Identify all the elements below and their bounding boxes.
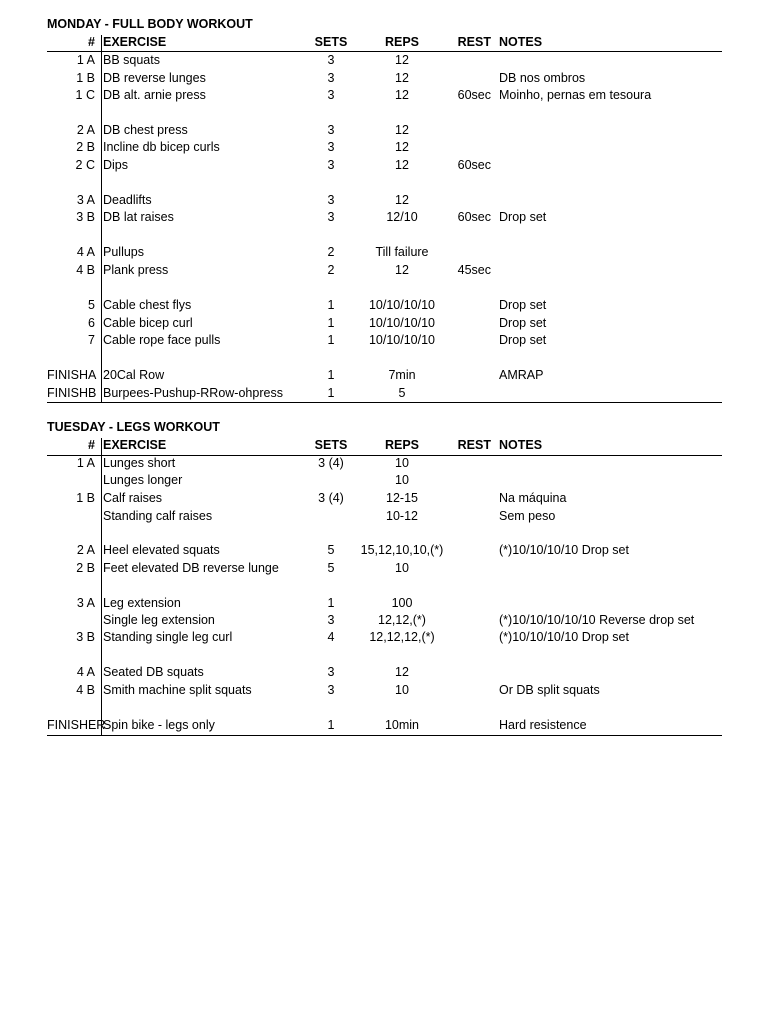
row-number: FINISHER	[47, 718, 106, 732]
reps-value: 10/10/10/10	[368, 316, 436, 330]
table-row	[0, 139, 768, 156]
sets-value: 1	[327, 386, 335, 400]
row-number: 1 B	[76, 491, 95, 505]
row-number: 3 A	[76, 596, 95, 610]
reps-value: 5	[398, 386, 406, 400]
reps-value: 12	[395, 88, 409, 102]
sets-value: 3	[327, 140, 335, 154]
exercise-name: Heel elevated squats	[103, 543, 220, 557]
table-row	[0, 122, 768, 139]
reps-value: 10	[395, 683, 409, 697]
sets-value: 3 (4)	[318, 491, 344, 505]
sets-value: 1	[327, 298, 335, 312]
reps-value: 10	[395, 473, 409, 487]
notes-value: Drop set	[499, 316, 547, 330]
table-row	[0, 717, 768, 734]
exercise-name: Spin bike - legs only	[103, 718, 215, 732]
sets-value: 3	[327, 123, 335, 137]
row-number: 2 A	[76, 543, 95, 557]
sets-value: 3	[327, 613, 335, 627]
exercise-name: Calf raises	[103, 491, 163, 505]
notes-value: DB nos ombros	[499, 71, 586, 85]
exercise-name: Single leg extension	[103, 613, 215, 627]
table-row	[0, 629, 768, 646]
header-rest: REST	[457, 438, 491, 452]
sets-value: 1	[327, 718, 335, 732]
row-number: 1 C	[75, 88, 95, 102]
table-row	[0, 262, 768, 279]
exercise-name: Cable bicep curl	[103, 316, 193, 330]
sets-value: 1	[327, 333, 335, 347]
table-row	[0, 560, 768, 577]
reps-value: 12	[395, 665, 409, 679]
header-exercise: EXERCISE	[103, 438, 167, 452]
exercise-name: Pullups	[103, 245, 144, 259]
exercise-name: BB squats	[103, 53, 160, 67]
row-number: 4 B	[76, 263, 95, 277]
table-row	[0, 595, 768, 612]
tuesday-title: TUESDAY - LEGS WORKOUT	[47, 420, 220, 434]
sets-value: 1	[327, 316, 335, 330]
table-row	[0, 52, 768, 69]
reps-value: 12	[395, 158, 409, 172]
tuesday-bottom-rule	[47, 735, 722, 736]
monday-bottom-rule	[47, 402, 722, 403]
table-row	[0, 508, 768, 525]
sets-value: 3	[327, 665, 335, 679]
row-number: 3 B	[76, 210, 95, 224]
notes-value: Or DB split squats	[499, 683, 600, 697]
exercise-name: DB reverse lunges	[103, 71, 206, 85]
sets-value: 3	[327, 158, 335, 172]
reps-value: 12,12,12,(*)	[369, 630, 435, 644]
header-reps: REPS	[384, 35, 420, 49]
notes-value: Drop set	[499, 333, 547, 347]
sets-value: 3	[327, 193, 335, 207]
row-number: 2 B	[76, 140, 95, 154]
table-row	[0, 157, 768, 174]
rest-value: 60sec	[457, 88, 491, 102]
sets-value: 5	[327, 543, 335, 557]
reps-value: 7min	[388, 368, 416, 382]
table-row	[0, 664, 768, 681]
exercise-name: Seated DB squats	[103, 665, 204, 679]
sets-value: 3	[327, 53, 335, 67]
rest-value: 60sec	[457, 158, 491, 172]
notes-value: (*)10/10/10/10 Drop set	[499, 543, 629, 557]
reps-value: 10-12	[386, 509, 418, 523]
row-number: 2 B	[76, 561, 95, 575]
reps-value: 10	[395, 561, 409, 575]
reps-value: 10/10/10/10	[368, 298, 436, 312]
table-row	[0, 682, 768, 699]
table-row	[0, 70, 768, 87]
reps-value: 12,12,(*)	[378, 613, 426, 627]
table-row	[0, 87, 768, 104]
sets-value: 1	[327, 596, 335, 610]
reps-value: 12	[395, 53, 409, 67]
table-row	[0, 297, 768, 314]
exercise-name: Dips	[103, 158, 129, 172]
reps-value: 10	[395, 456, 409, 470]
exercise-name: Standing single leg curl	[103, 630, 233, 644]
exercise-name: Smith machine split squats	[103, 683, 252, 697]
header-reps: REPS	[384, 438, 420, 452]
table-row	[0, 612, 768, 629]
exercise-name: Incline db bicep curls	[103, 140, 220, 154]
reps-value: 12	[395, 140, 409, 154]
table-row	[0, 192, 768, 209]
exercise-name: Lunges short	[103, 456, 176, 470]
monday-title: MONDAY - FULL BODY WORKOUT	[47, 17, 253, 31]
reps-value: 12/10	[386, 210, 418, 224]
table-row	[0, 542, 768, 559]
reps-value: 12	[395, 193, 409, 207]
reps-value: 100	[391, 596, 413, 610]
rest-value: 45sec	[457, 263, 491, 277]
exercise-name: DB alt. arnie press	[103, 88, 206, 102]
sets-value: 3 (4)	[318, 456, 344, 470]
header-sets: SETS	[314, 438, 348, 452]
notes-value: Moinho, pernas em tesoura	[499, 88, 652, 102]
tuesday-header-row	[0, 437, 768, 454]
header-num: #	[88, 438, 95, 452]
sets-value: 3	[327, 210, 335, 224]
rest-value: 60sec	[457, 210, 491, 224]
row-number: 1 A	[76, 53, 95, 67]
header-notes: NOTES	[499, 438, 543, 452]
exercise-name: Burpees-Pushup-RRow-ohpress	[103, 386, 283, 400]
reps-value: 12	[395, 263, 409, 277]
exercise-name: Cable chest flys	[103, 298, 192, 312]
sets-value: 3	[327, 683, 335, 697]
row-number: FINISHA	[47, 368, 97, 382]
row-number: 7	[88, 333, 95, 347]
notes-value: Sem peso	[499, 509, 556, 523]
row-number: 3 A	[76, 193, 95, 207]
sets-value: 4	[327, 630, 335, 644]
notes-value: Drop set	[499, 298, 547, 312]
reps-value: 12	[395, 123, 409, 137]
sets-value: 2	[327, 245, 335, 259]
sets-value: 3	[327, 88, 335, 102]
header-notes: NOTES	[499, 35, 543, 49]
monday-header-row	[0, 34, 768, 51]
exercise-name: DB lat raises	[103, 210, 174, 224]
notes-value: Drop set	[499, 210, 547, 224]
header-exercise: EXERCISE	[103, 35, 167, 49]
sets-value: 5	[327, 561, 335, 575]
sets-value: 1	[327, 368, 335, 382]
exercise-name: Deadlifts	[103, 193, 152, 207]
header-sets: SETS	[314, 35, 348, 49]
row-number: 4 B	[76, 683, 95, 697]
exercise-name: Feet elevated DB reverse lunge	[103, 561, 279, 575]
exercise-name: DB chest press	[103, 123, 188, 137]
exercise-name: 20Cal Row	[103, 368, 165, 382]
notes-value: Hard resistence	[499, 718, 587, 732]
row-number: 2 A	[76, 123, 95, 137]
row-number: 6	[88, 316, 95, 330]
table-row	[0, 209, 768, 226]
table-row	[0, 332, 768, 349]
row-number: 4 A	[76, 245, 95, 259]
table-row	[0, 367, 768, 384]
exercise-name: Lunges longer	[103, 473, 183, 487]
notes-value: (*)10/10/10/10 Drop set	[499, 630, 629, 644]
row-number: FINISHB	[47, 386, 97, 400]
row-number: 2 C	[75, 158, 95, 172]
row-number: 5	[88, 298, 95, 312]
header-num: #	[88, 35, 95, 49]
reps-value: 10/10/10/10	[368, 333, 436, 347]
notes-value: Na máquina	[499, 491, 567, 505]
table-row	[0, 455, 768, 472]
header-rest: REST	[457, 35, 491, 49]
exercise-name: Leg extension	[103, 596, 181, 610]
table-row	[0, 244, 768, 261]
reps-value: 10min	[384, 718, 420, 732]
reps-value: 15,12,10,10,(*)	[360, 543, 444, 557]
notes-value: AMRAP	[499, 368, 544, 382]
table-row	[0, 472, 768, 489]
notes-value: (*)10/10/10/10/10 Reverse drop set	[499, 613, 695, 627]
row-number: 3 B	[76, 630, 95, 644]
reps-value: 12	[395, 71, 409, 85]
row-number: 4 A	[76, 665, 95, 679]
reps-value: 12-15	[386, 491, 418, 505]
sets-value: 2	[327, 263, 335, 277]
row-number: 1 B	[76, 71, 95, 85]
table-row	[0, 385, 768, 402]
reps-value: Till failure	[375, 245, 429, 259]
sets-value: 3	[327, 71, 335, 85]
exercise-name: Plank press	[103, 263, 169, 277]
row-number: 1 A	[76, 456, 95, 470]
exercise-name: Cable rope face pulls	[103, 333, 221, 347]
table-row	[0, 315, 768, 332]
table-row	[0, 490, 768, 507]
exercise-name: Standing calf raises	[103, 509, 213, 523]
